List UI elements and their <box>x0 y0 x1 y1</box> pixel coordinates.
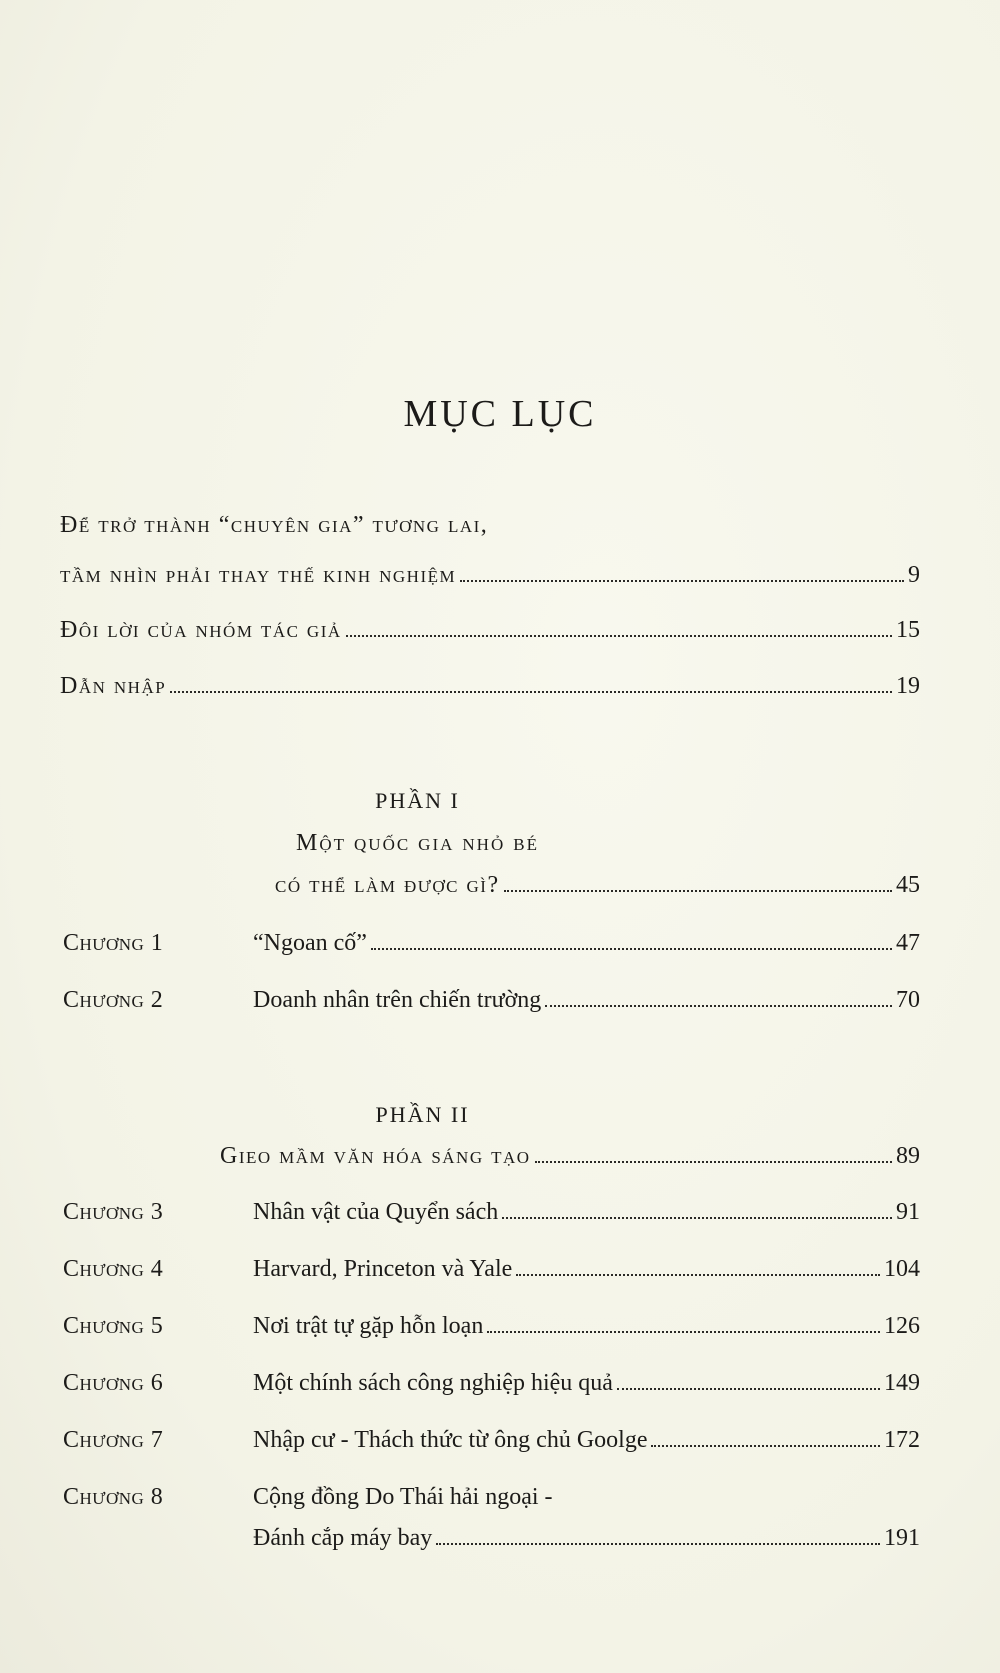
chapter-title: “Ngoan cố” <box>253 930 367 956</box>
part-2-heading: PHẦN II <box>375 1102 470 1127</box>
chapter-label: Chương 5 <box>63 1313 164 1339</box>
toc-intro-1-line1: Để trở thành “chuyên gia” tương lai, <box>60 512 489 538</box>
toc-chapter-8-line2 <box>253 1525 920 1552</box>
toc-chapter-2 <box>63 987 920 1014</box>
dot-leader <box>170 691 892 693</box>
chapter-label: Chương 3 <box>63 1199 164 1225</box>
toc-chapter-8-line1 <box>63 1484 920 1511</box>
dot-leader <box>346 635 892 637</box>
dot-leader <box>436 1543 880 1545</box>
chapter-label: Chương 6 <box>63 1370 164 1396</box>
page-number: 70 <box>896 987 920 1013</box>
toc-chapter-5 <box>63 1313 920 1340</box>
toc-chapter-1 <box>63 930 920 957</box>
dot-leader <box>504 890 892 892</box>
dot-leader <box>371 948 892 950</box>
page-number: 9 <box>908 562 920 588</box>
toc-intro-2 <box>60 617 920 644</box>
dot-leader <box>487 1331 880 1333</box>
part-2-title: Gieo mầm văn hóa sáng tạo <box>220 1143 531 1169</box>
part-1-title-row <box>275 872 920 899</box>
page-number: 172 <box>884 1427 920 1453</box>
chapter-title: Một chính sách công nghiệp hiệu quả <box>253 1370 613 1396</box>
chapter-title: Doanh nhân trên chiến trường <box>253 987 542 1013</box>
page-number: 15 <box>896 617 920 643</box>
chapter-label: Chương 8 <box>63 1484 164 1510</box>
toc-intro-1-line2: tầm nhìn phải thay thế kinh nghiệm <box>60 562 457 588</box>
dot-leader <box>535 1161 892 1163</box>
toc-intro-1 <box>60 562 920 589</box>
page-number: 104 <box>884 1256 920 1282</box>
toc-chapter-4 <box>63 1256 920 1283</box>
dot-leader <box>617 1388 880 1390</box>
toc-entry-title: Dẫn nhập <box>60 673 167 699</box>
chapter-label: Chương 1 <box>63 930 164 956</box>
dot-leader <box>651 1445 880 1447</box>
page-number: 91 <box>896 1199 920 1225</box>
page-number: 19 <box>896 673 920 699</box>
dot-leader <box>502 1217 892 1219</box>
chapter-title: Nhập cư - Thách thức từ ông chủ Goolge <box>253 1427 648 1453</box>
toc-intro-3 <box>60 673 920 700</box>
page-title: MỤC LỤC <box>403 393 597 435</box>
chapter-title-cont: Đánh cắp máy bay <box>253 1525 433 1551</box>
page-number: 126 <box>884 1313 920 1339</box>
chapter-label: Chương 7 <box>63 1427 164 1453</box>
dot-leader <box>516 1274 880 1276</box>
page-number: 191 <box>884 1525 920 1551</box>
chapter-label: Chương 2 <box>63 987 164 1013</box>
dot-leader <box>545 1005 892 1007</box>
toc-chapter-6 <box>63 1370 920 1397</box>
toc-chapter-7 <box>63 1427 920 1454</box>
page-number: 149 <box>884 1370 920 1396</box>
part-1-heading: PHẦN I <box>375 788 460 813</box>
toc-chapter-3 <box>63 1199 920 1226</box>
page-number: 45 <box>896 872 920 898</box>
chapter-title: Harvard, Princeton và Yale <box>253 1256 513 1282</box>
chapter-label: Chương 4 <box>63 1256 164 1282</box>
dot-leader <box>460 580 904 582</box>
page-number: 89 <box>896 1143 920 1169</box>
chapter-title: Nơi trật tự gặp hỗn loạn <box>253 1313 484 1339</box>
chapter-title: Nhân vật của Quyển sách <box>253 1199 499 1225</box>
part-2-title-row <box>220 1143 920 1170</box>
chapter-title: Cộng đồng Do Thái hải ngoại - <box>253 1484 553 1510</box>
part-1-title-line1: Một quốc gia nhỏ bé <box>296 830 539 856</box>
part-1-title-line2: có thể làm được gì? <box>275 872 500 898</box>
toc-entry-title: Đôi lời của nhóm tác giả <box>60 617 342 643</box>
page-number: 47 <box>896 930 920 956</box>
